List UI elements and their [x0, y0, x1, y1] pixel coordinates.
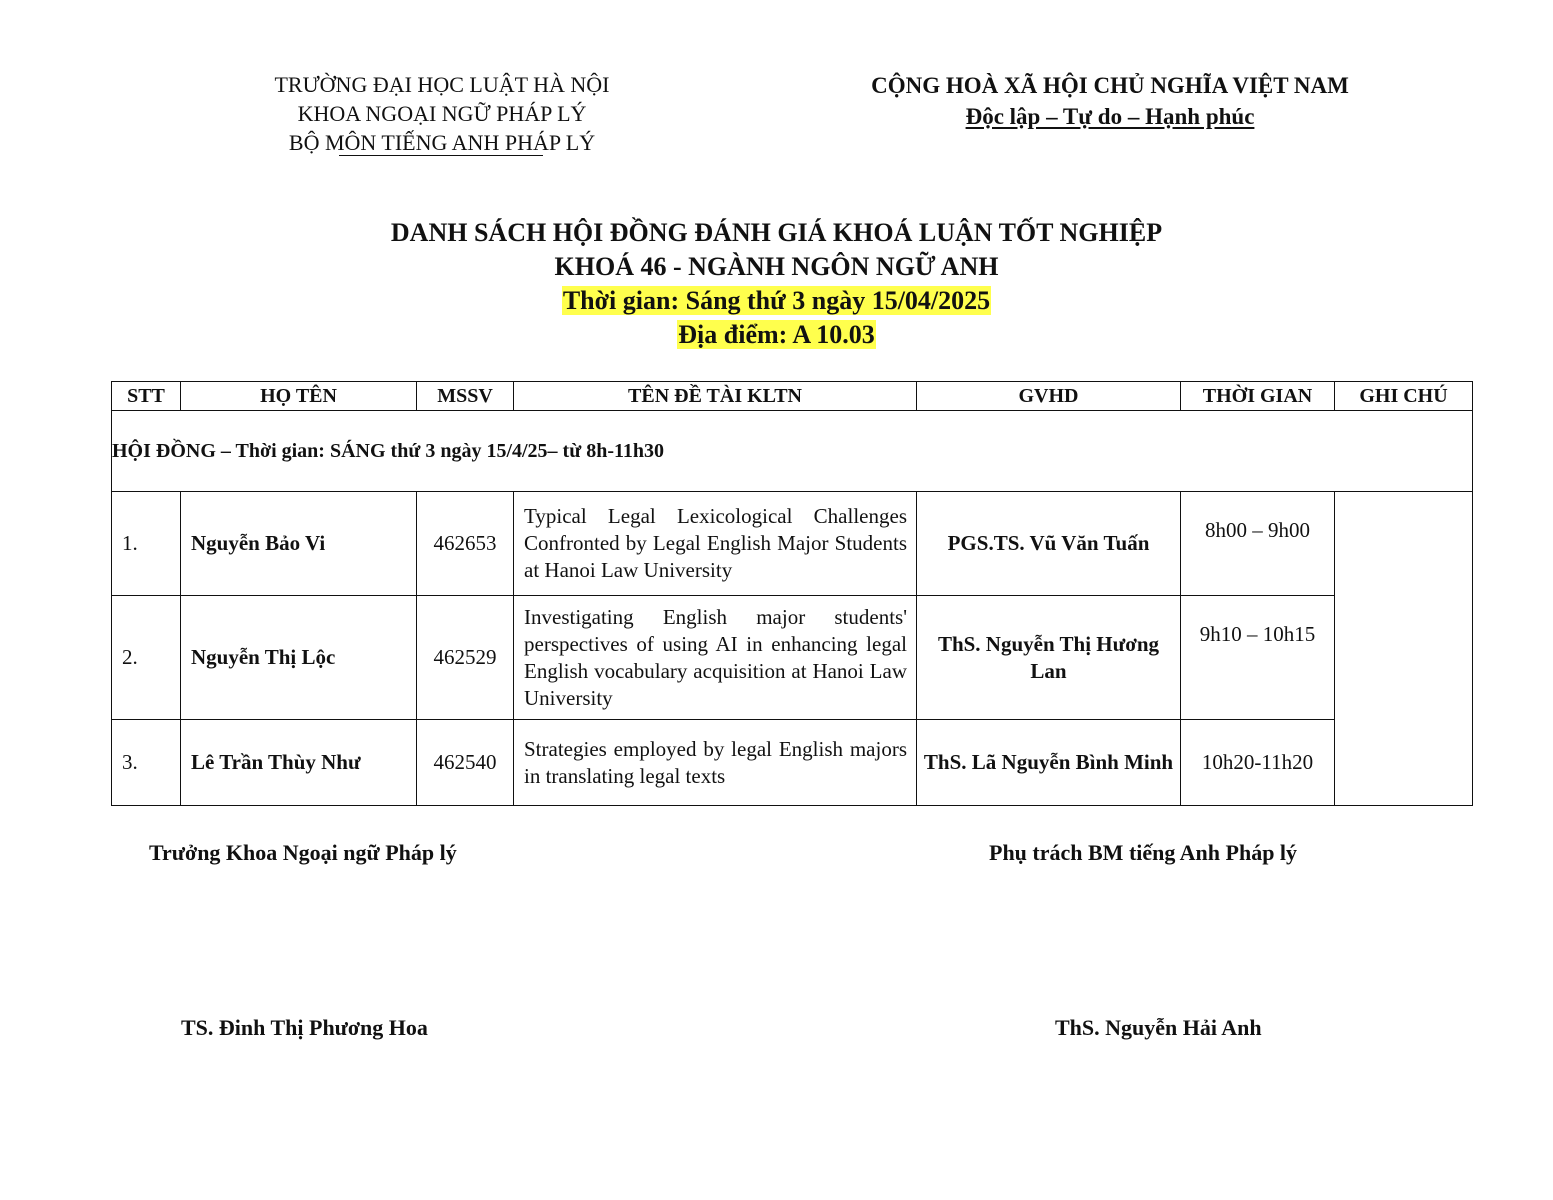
table-row	[112, 492, 1473, 596]
header-name: HỌ TÊN	[181, 382, 417, 411]
header-topic: TÊN ĐỀ TÀI KLTN	[514, 382, 917, 411]
table-header-row	[112, 382, 1473, 411]
header-stt: STT	[112, 382, 181, 411]
faculty-name: KHOA NGOẠI NGỮ PHÁP LÝ	[297, 101, 587, 126]
time-highlight: Thời gian: Sáng thứ 3 ngày 15/04/2025	[562, 286, 991, 315]
row-stt: 3.	[112, 720, 181, 806]
header-mssv: MSSV	[417, 382, 514, 411]
document-title	[0, 216, 1553, 352]
department-underline	[339, 155, 543, 157]
title-line-2: KHOÁ 46 - NGÀNH NGÔN NGỮ ANH	[554, 252, 999, 281]
row-mssv: 462540	[417, 720, 514, 806]
row-gvhd: PGS.TS. Vũ Văn Tuấn	[917, 492, 1181, 596]
row-gvhd: ThS. Lã Nguyễn Bình Minh	[917, 720, 1181, 806]
national-motto: Độc lập – Tự do – Hạnh phúc	[965, 104, 1255, 129]
header-gvhd: GVHD	[917, 382, 1181, 411]
department-line-wrap	[222, 128, 662, 157]
row-stt: 2.	[112, 596, 181, 720]
right-signature-name: ThS. Nguyễn Hải Anh	[1055, 1015, 1262, 1040]
row-time: 9h10 – 10h15	[1181, 596, 1335, 720]
school-header	[222, 70, 662, 157]
department-name	[289, 128, 595, 157]
note-cell	[1335, 492, 1473, 806]
row-topic: Strategies employed by legal English majors in translating legal texts	[514, 720, 917, 806]
committee-table	[111, 381, 1473, 806]
row-topic: Investigating English major students' perspectives of using AI in enhancing legal English vocabulary acquisition at Hanoi Law University	[514, 596, 917, 720]
left-signature-name: TS. Đinh Thị Phương Hoa	[181, 1015, 428, 1040]
location-highlight: Địa điểm: A 10.03	[678, 320, 875, 349]
row-mssv: 462529	[417, 596, 514, 720]
row-time: 8h00 – 9h00	[1181, 492, 1335, 596]
row-time: 10h20-11h20	[1181, 720, 1335, 806]
table-row	[112, 720, 1473, 806]
header-note: GHI CHÚ	[1335, 382, 1473, 411]
row-topic: Typical Legal Lexicological Challenges Confronted by Legal English Major Students at Hanoi Law University	[514, 492, 917, 596]
national-header	[830, 70, 1390, 132]
row-mssv: 462653	[417, 492, 514, 596]
right-signature-title: Phụ trách BM tiếng Anh Pháp lý	[989, 840, 1298, 865]
row-name: Lê Trần Thùy Như	[181, 720, 417, 806]
row-gvhd: ThS. Nguyễn Thị Hương Lan	[917, 596, 1181, 720]
table-row	[112, 596, 1473, 720]
row-name: Nguyễn Bảo Vi	[181, 492, 417, 596]
country-name: CỘNG HOÀ XÃ HỘI CHỦ NGHĨA VIỆT NAM	[871, 73, 1349, 98]
committee-group-row	[112, 411, 1473, 492]
row-name: Nguyễn Thị Lộc	[181, 596, 417, 720]
left-signature-title: Trưởng Khoa Ngoại ngữ Pháp lý	[149, 840, 457, 865]
university-name: TRƯỜNG ĐẠI HỌC LUẬT HÀ NỘI	[274, 72, 610, 97]
title-line-1: DANH SÁCH HỘI ĐỒNG ĐÁNH GIÁ KHOÁ LUẬN TỐT NGHIỆP	[390, 218, 1163, 247]
header-time: THỜI GIAN	[1181, 382, 1335, 411]
committee-group-label: HỘI ĐỒNG – Thời gian: SÁNG thứ 3 ngày 15/4/25– từ 8h-11h30	[112, 411, 1473, 492]
department-name-text: BỘ MÔN TIẾNG ANH PHÁP LÝ	[288, 130, 596, 155]
row-stt: 1.	[112, 492, 181, 596]
